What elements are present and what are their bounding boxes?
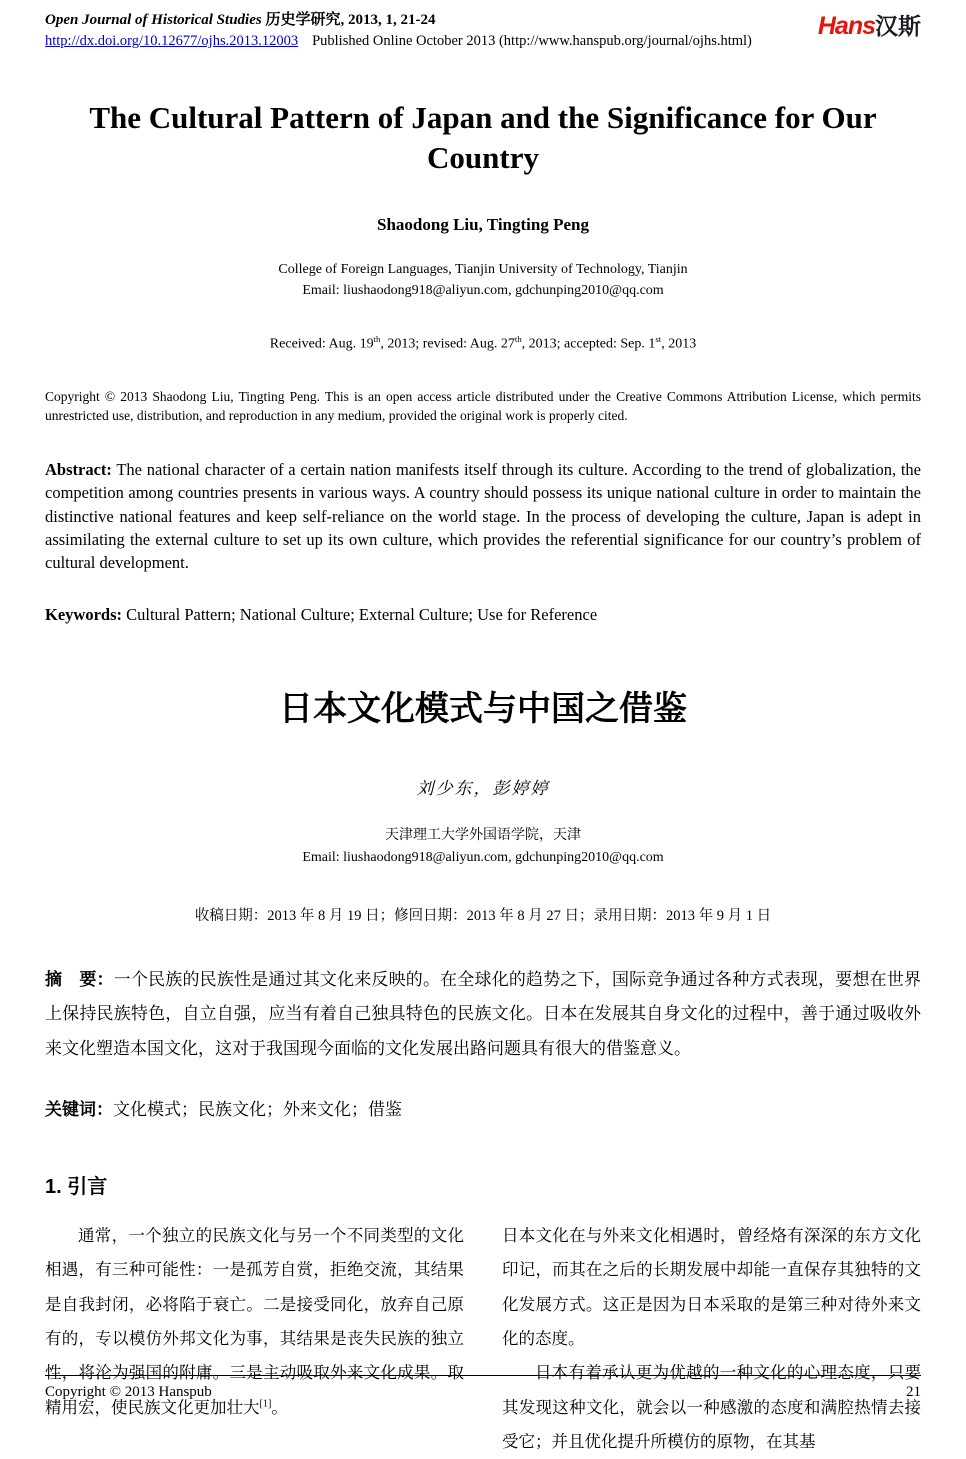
hanspub-logo-cn: 汉斯 bbox=[875, 13, 921, 39]
ordinal-sup: th bbox=[373, 333, 381, 344]
journal-title: Open Journal of Historical Studies bbox=[45, 12, 262, 28]
published-online-info: Published Online October 2013 (http://www.hanspub.org/journal/ojhs.html) bbox=[312, 33, 752, 49]
dates-line-en bbox=[45, 334, 921, 353]
affiliation-line-cn: 天津理工大学外国语学院，天津 bbox=[385, 827, 581, 843]
abstract-text-cn: 一个民族的民族性是通过其文化来反映的。在全球化的趋势之下，国际竞争通过各种方式表现，要想在世界上保持民族特色，自立自强，应当有着自己独具特色的民族文化。日本在发展其自身文化的过程中，善于通过吸收外来文化塑造本国文化，这对于我国现今面临的文化发展出路问题具有很大的借鉴意义。 bbox=[45, 969, 922, 1059]
journal-issue-info: 历史学研究, 2013, 1, 21-24 bbox=[261, 12, 436, 28]
abstract-cn bbox=[45, 963, 921, 1068]
email-line-en: Email: liushaodong918@aliyun.com, gdchunping2010@qq.com bbox=[302, 283, 664, 299]
dates-line-cn: 收稿日期：2013 年 8 月 19 日；修回日期：2013 年 8 月 27 日；录用日期：2013 年 9 月 1 日 bbox=[194, 907, 772, 924]
doi-line bbox=[45, 33, 752, 50]
authors-en: Shaodong Liu, Tingting Peng bbox=[377, 214, 589, 234]
journal-info-block bbox=[45, 8, 752, 50]
keywords-cn bbox=[45, 1095, 921, 1120]
copyright-notice: Copyright © 2013 Shaodong Liu, Tingting Peng. This is an open access article distributed under the Creative Commons Attribution License, which permits unrestricted use, distribution, and reproduction in any medium, provided the original work is properly cited. bbox=[45, 388, 921, 424]
keywords-text: Cultural Pattern; National Culture; External Culture; Use for Reference bbox=[122, 604, 598, 624]
footer-copyright: Copyright © 2013 Hanspub bbox=[45, 1384, 212, 1400]
left-column bbox=[45, 1219, 464, 1459]
abstract-label: Abstract: bbox=[45, 459, 112, 479]
affiliation-cn bbox=[45, 825, 921, 870]
abstract-label-cn: 摘 要： bbox=[45, 969, 114, 989]
keywords-en bbox=[45, 605, 921, 625]
dates-end: , 2013 bbox=[661, 336, 697, 352]
article-title-en: The Cultural Pattern of Japan and the Significance for Our Country bbox=[89, 100, 877, 176]
authors-cn: 刘少东，彭婷婷 bbox=[416, 778, 550, 798]
hanspub-logo-latin: Hans bbox=[817, 12, 875, 40]
page-number: 21 bbox=[906, 1384, 921, 1400]
keywords-text-cn: 文化模式；民族文化；外来文化；借鉴 bbox=[113, 1100, 402, 1120]
right-column bbox=[502, 1219, 921, 1459]
email-line-cn: Email: liushaodong918@aliyun.com, gdchunping2010@qq.com bbox=[302, 850, 664, 866]
intro-paragraph-2: 日本文化在与外来文化相遇时，曾经烙有深深的东方文化印记，而其在之后的长期发展中却能一直保存其独特的文化发展方式。这正是因为日本采取的是第三种对待外来文化的态度。 bbox=[502, 1226, 921, 1349]
two-column-body bbox=[45, 1219, 921, 1459]
keywords-label: Keywords: bbox=[45, 604, 122, 624]
revised-part: , 2013; revised: Aug. 27 bbox=[380, 336, 515, 352]
article-title-cn: 日本文化模式与中国之借鉴 bbox=[279, 689, 687, 728]
doi-link[interactable]: http://dx.doi.org/10.12677/ojhs.2013.12003 bbox=[45, 33, 299, 49]
ordinal-sup: th bbox=[514, 333, 522, 344]
intro-paragraph-1-text: 通常，一个独立的民族文化与另一个不同类型的文化相遇，有三种可能性：一是孤芳自赏，拒绝交流，其结果是自我封闭，必将陷于衰亡。二是接受同化，放弃自己原有的，专以模仿外邦文化为事，其结果是丧失民族的独立性，将沦为强国的附庸。三是主动吸取外来文化成果。取精用宏，使民族文化更加壮大 bbox=[45, 1226, 464, 1417]
page-footer bbox=[45, 1375, 921, 1401]
journal-line bbox=[45, 8, 752, 29]
abstract-en bbox=[45, 458, 921, 575]
hanspub-logo bbox=[818, 8, 921, 41]
intro-paragraph-3: 日本有着承认更为优越的一种文化的心理态度，只要其发现这种文化，就会以一种感激的态度和满腔热情去接受它；并且优化提升所模仿的原物，在其基 bbox=[502, 1363, 921, 1452]
accepted-part: , 2013; accepted: Sep. 1 bbox=[521, 336, 656, 352]
abstract-text: The national character of a certain nation manifests itself through its culture. According to the trend of globalization, the competition among countries presents in various ways. A country should possess its unique national culture in order to maintain the distinctive national features and keep self-reliance on the world stage. In the process of developing the culture, Japan is adept in assimilating the external culture to set up its own culture, which provides the referential significance for our country’s problem of cultural development. bbox=[45, 459, 921, 573]
ordinal-sup: st bbox=[655, 333, 662, 344]
page-header bbox=[45, 8, 921, 50]
affiliation-en bbox=[45, 259, 921, 302]
received-part: Received: Aug. 19 bbox=[269, 336, 374, 352]
section-heading-introduction: 1. 引言 bbox=[45, 1176, 108, 1199]
keywords-label-cn: 关键词： bbox=[45, 1100, 113, 1120]
reference-1-marker: [1] bbox=[259, 1398, 272, 1410]
affiliation-line: College of Foreign Languages, Tianjin University of Technology, Tianjin bbox=[278, 261, 688, 277]
intro-paragraph-1-end: 。 bbox=[271, 1397, 288, 1417]
